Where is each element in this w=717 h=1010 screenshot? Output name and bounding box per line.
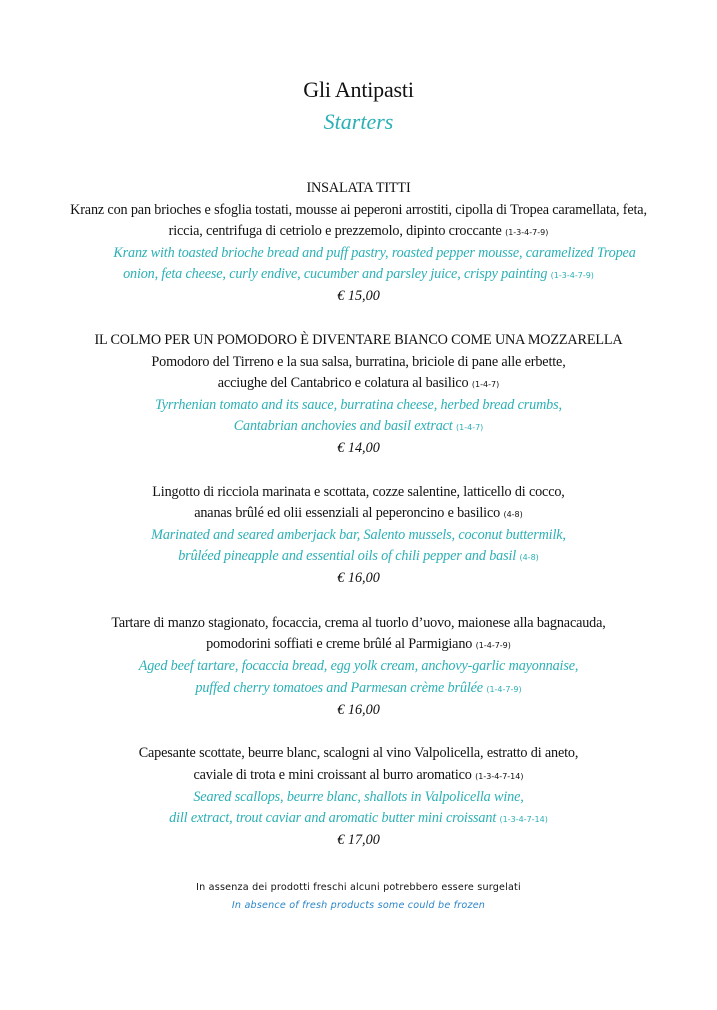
allergen-codes: (1-3-4-7-9): [550, 271, 594, 280]
frozen-products-note-english: In absence of fresh products some could be frozen: [231, 900, 486, 911]
page-title: Gli Antipasti: [303, 77, 414, 102]
dish-english-line: dill extract, trout caviar and aromatic butter mini croissant (1-3-4-7-14): [169, 810, 548, 826]
dish-price: € 17,00: [337, 832, 380, 848]
dish-price: € 14,00: [337, 440, 380, 456]
dish-italian-line: Tartare di manzo stagionato, focaccia, crema al tuorlo d’uovo, maionese alla bagnacauda,: [111, 615, 606, 631]
dish-italian-line: Capesante scottate, beurre blanc, scalogni al vino Valpolicella, estratto di aneto,: [138, 745, 579, 761]
allergen-codes: (1-3-4-7-9): [505, 228, 549, 237]
dish-italian-line: riccia, centrifuga di cetriolo e prezzemolo, dipinto croccante (1-3-4-7-9): [168, 223, 549, 239]
allergen-codes: (1-3-4-7-14): [499, 815, 548, 824]
dish-name: IL COLMO PER UN POMODORO È DIVENTARE BIANCO COME UNA MOZZARELLA: [94, 332, 623, 348]
dish-italian-line: ananas brûlé ed olii essenziali al peperoncino e basilico (4-8): [194, 505, 523, 521]
frozen-products-note: In assenza dei prodotti freschi alcuni potrebbero essere surgelati: [196, 882, 521, 893]
dish-italian-line: Lingotto di ricciola marinata e scottata, cozze salentine, latticello di cocco,: [152, 484, 565, 500]
allergen-codes: (1-4-7): [471, 380, 500, 389]
page-subtitle: Starters: [323, 109, 394, 134]
dish-english-line: Marinated and seared amberjack bar, Salento mussels, coconut buttermilk,: [151, 527, 566, 543]
dish-english-line: Seared scallops, beurre blanc, shallots in Valpolicella wine,: [193, 789, 524, 805]
dish-english-line: Cantabrian anchovies and basil extract (1-4-7): [233, 418, 484, 434]
allergen-codes: (4-8): [503, 510, 523, 519]
dish-english-line: brûléed pineapple and essential oils of chili pepper and basil (4-8): [178, 548, 539, 564]
dish-italian-line: caviale di trota e mini croissant al burro aromatico (1-3-4-7-14): [193, 767, 524, 783]
dish-name: INSALATA TITTI: [306, 180, 411, 196]
dish-english-line: onion, feta cheese, curly endive, cucumber and parsley juice, crispy painting (1-3-4-7-9): [123, 266, 594, 282]
dish-english-line: Kranz with toasted brioche bread and puff pastry, roasted pepper mousse, caramelized Tropea: [113, 245, 636, 261]
allergen-codes: (1-4-7-9): [486, 685, 522, 694]
allergen-codes: (1-4-7): [456, 423, 484, 432]
dish-italian-line: acciughe del Cantabrico e colatura al basilico (1-4-7): [217, 375, 500, 391]
dish-price: € 15,00: [337, 288, 380, 304]
dish-italian-line: pomodorini soffiati e creme brûlé al Parmigiano (1-4-7-9): [206, 636, 511, 652]
dish-english-line: puffed cherry tomatoes and Parmesan crème brûlée (1-4-7-9): [195, 680, 522, 696]
dish-english-line: Aged beef tartare, focaccia bread, egg yolk cream, anchovy-garlic mayonnaise,: [138, 658, 579, 674]
dish-italian-line: Pomodoro del Tirreno e la sua salsa, burratina, briciole di pane alle erbette,: [151, 354, 566, 370]
dish-price: € 16,00: [337, 570, 380, 586]
allergen-codes: (1-4-7-9): [475, 641, 511, 650]
dish-italian-line: Kranz con pan brioches e sfoglia tostati, mousse ai peperoni arrostiti, cipolla di Tropea caramellata, feta,: [70, 202, 647, 218]
dish-english-line: Tyrrhenian tomato and its sauce, burratina cheese, herbed bread crumbs,: [155, 397, 562, 413]
allergen-codes: (4-8): [519, 553, 539, 562]
dish-price: € 16,00: [337, 702, 380, 718]
allergen-codes: (1-3-4-7-14): [475, 772, 524, 781]
